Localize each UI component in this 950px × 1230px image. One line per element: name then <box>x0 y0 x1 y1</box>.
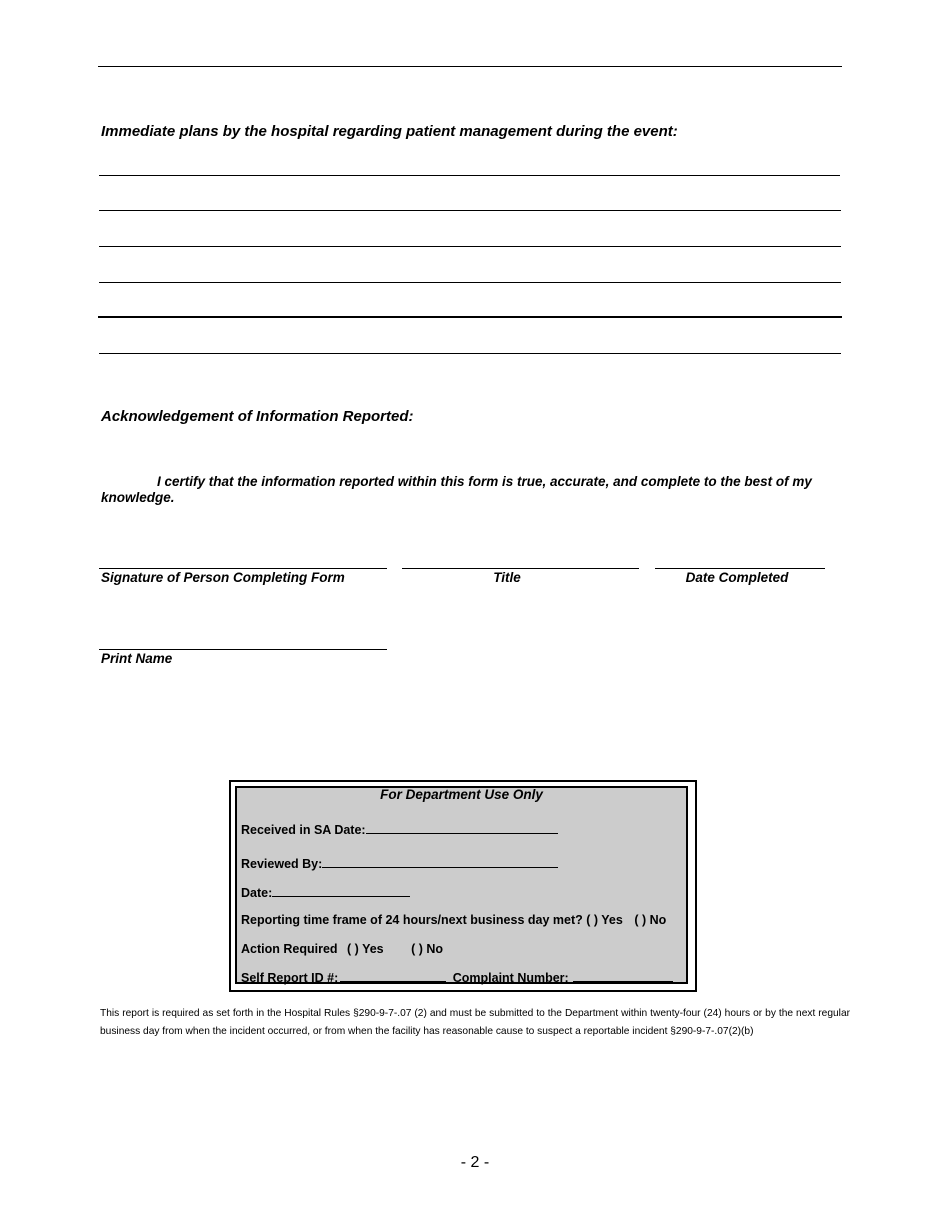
acknowledgement-heading: Acknowledgement of Information Reported: <box>101 408 414 425</box>
self-report-field[interactable] <box>340 970 446 982</box>
response-line-3[interactable] <box>99 246 841 247</box>
action-required-label: Action Required <box>241 942 338 956</box>
title-label: Title <box>493 570 521 585</box>
response-line-2[interactable] <box>99 210 841 211</box>
complaint-number-field[interactable] <box>573 970 673 982</box>
signature-line[interactable] <box>99 568 387 569</box>
print-name-line[interactable] <box>99 649 387 650</box>
date-completed-label: Date Completed <box>685 570 789 585</box>
title-line[interactable] <box>402 568 639 569</box>
reviewed-by-label: Reviewed By: <box>241 857 323 871</box>
response-line-1[interactable] <box>99 175 840 176</box>
date-row <box>241 885 410 900</box>
reviewed-by-row <box>241 856 558 871</box>
regulation-note: This report is required as set forth in the Hospital Rules §290-9-7-.07 (2) and must be submitted to the Department within twenty-four (24) hours or by the next regular business day from when the incident occurred, or from when the facility has reasonable cause to suspect a reportable incident §290-9-7-.07(2)(b) <box>100 1008 850 1037</box>
received-date-field[interactable] <box>366 822 558 834</box>
self-report-label: Self Report ID #: <box>241 971 339 985</box>
report-ids-row <box>241 970 673 985</box>
reviewed-by-field[interactable] <box>322 856 558 868</box>
timeframe-row <box>241 913 666 927</box>
action-no-option[interactable]: ( ) No <box>411 942 444 956</box>
timeframe-label: Reporting time frame of 24 hours/next business day met? <box>241 913 583 927</box>
department-box-title: For Department Use Only <box>380 787 543 802</box>
top-rule <box>98 66 842 67</box>
date-completed-line[interactable] <box>655 568 825 569</box>
complaint-number-label: Complaint Number: <box>452 971 569 985</box>
print-name-label: Print Name <box>101 651 173 666</box>
response-line-6[interactable] <box>99 353 841 354</box>
received-date-label: Received in SA Date: <box>241 823 366 837</box>
timeframe-yes-option[interactable]: ( ) Yes <box>586 913 623 927</box>
action-required-row <box>241 942 443 956</box>
department-use-box <box>235 786 688 984</box>
signature-label: Signature of Person Completing Form <box>101 570 345 585</box>
date-field[interactable] <box>272 885 410 897</box>
certify-statement: I certify that the information reported within this form is true, accurate, and complete to the best of my knowledge. <box>101 474 812 505</box>
date-label: Date: <box>241 886 273 900</box>
response-line-4[interactable] <box>99 282 841 283</box>
timeframe-no-option[interactable]: ( ) No <box>634 913 667 927</box>
received-date-row <box>241 822 558 837</box>
response-line-5[interactable] <box>98 316 842 318</box>
page-number: - 2 - <box>460 1154 490 1171</box>
action-yes-option[interactable]: ( ) Yes <box>347 942 384 956</box>
patient-management-heading: Immediate plans by the hospital regarding patient management during the event: <box>101 123 678 140</box>
